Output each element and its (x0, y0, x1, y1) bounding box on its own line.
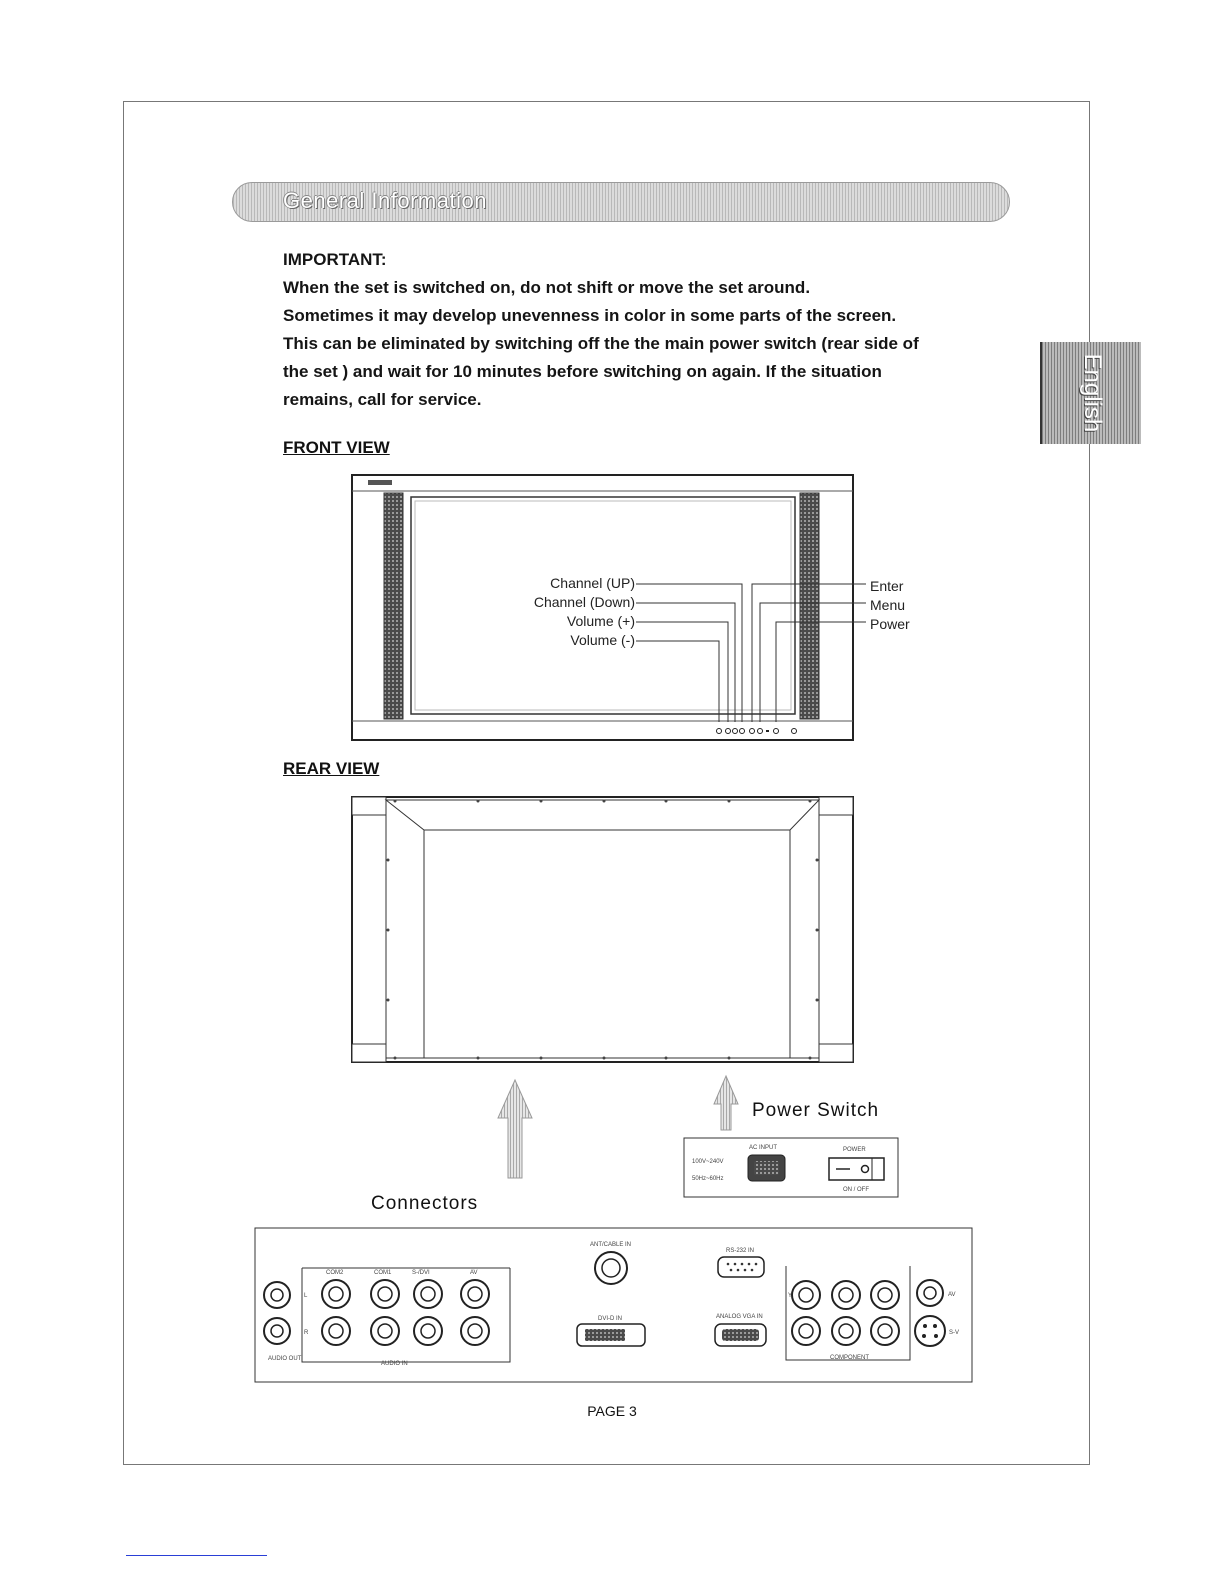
left-speaker-grille (384, 493, 403, 719)
frequency-label: 50Hz~60Hz (692, 1176, 724, 1182)
connectors-label: Connectors (371, 1193, 479, 1214)
left-channel-marker: L (304, 1293, 308, 1299)
vga-label: ANALOG VGA IN (716, 1314, 763, 1320)
label-volume-down: Volume (-) (570, 632, 635, 648)
important-heading: IMPORTANT: (283, 250, 387, 269)
rear-view-diagram (352, 797, 853, 1062)
label-menu: Menu (870, 597, 906, 613)
label-enter: Enter (870, 578, 904, 594)
ant-cable-label: ANT/CABLE IN (590, 1242, 632, 1248)
ac-input-label: AC INPUT (749, 1145, 778, 1151)
label-power: Power (870, 616, 910, 632)
label-volume-up: Volume (+) (566, 613, 635, 629)
av-label: AV (948, 1292, 956, 1298)
important-line: the set ) and wait for 10 minutes before switching on again. If the situation (283, 362, 882, 381)
important-line: remains, call for service. (283, 390, 482, 409)
y-marker: Y (788, 1293, 793, 1299)
important-line: Sometimes it may develop unevenness in color in some parts of the screen. (283, 306, 897, 325)
audio-in-group-label: COM2 (326, 1270, 344, 1276)
right-speaker-grille (800, 493, 819, 719)
power-switch-arrow-icon (714, 1076, 738, 1130)
audio-in-group-label: AV (470, 1270, 478, 1276)
important-line: When the set is switched on, do not shift or move the set around. (283, 278, 811, 297)
component-label: COMPONENT (830, 1355, 869, 1361)
label-channel-down: Channel (Down) (533, 594, 635, 610)
on-off-label: ON / OFF (843, 1187, 869, 1193)
important-line: This can be eliminated by switching off the the main power switch (rear side of (283, 334, 919, 353)
audio-out-label: AUDIO OUT (268, 1356, 302, 1362)
front-view-title: FRONT VIEW (283, 438, 390, 457)
dvi-label: DVI-D IN (598, 1316, 622, 1322)
right-channel-marker: R (304, 1330, 309, 1336)
power-label: POWER (843, 1147, 866, 1153)
audio-in-group-label: S-/DVI (412, 1270, 430, 1276)
brand-logo (368, 480, 392, 485)
rs232-label: RS-232 IN (726, 1248, 755, 1254)
rs232-port (718, 1257, 764, 1277)
label-channel-up: Channel (UP) (550, 575, 635, 591)
rear-view-title: REAR VIEW (283, 759, 380, 778)
language-tab-label: English (1078, 353, 1106, 433)
power-switch-label: Power Switch (752, 1100, 880, 1121)
connectors-arrow-icon (498, 1080, 532, 1178)
footer-link-underline[interactable] (126, 1555, 267, 1556)
voltage-label: 100V~240V (692, 1159, 724, 1165)
page-title: General Information (283, 188, 487, 213)
audio-in-label: AUDIO IN (381, 1361, 408, 1367)
s-video-label: S-V (949, 1330, 960, 1336)
audio-in-group-label: COM1 (374, 1270, 392, 1276)
page-number: PAGE 3 (587, 1403, 637, 1419)
